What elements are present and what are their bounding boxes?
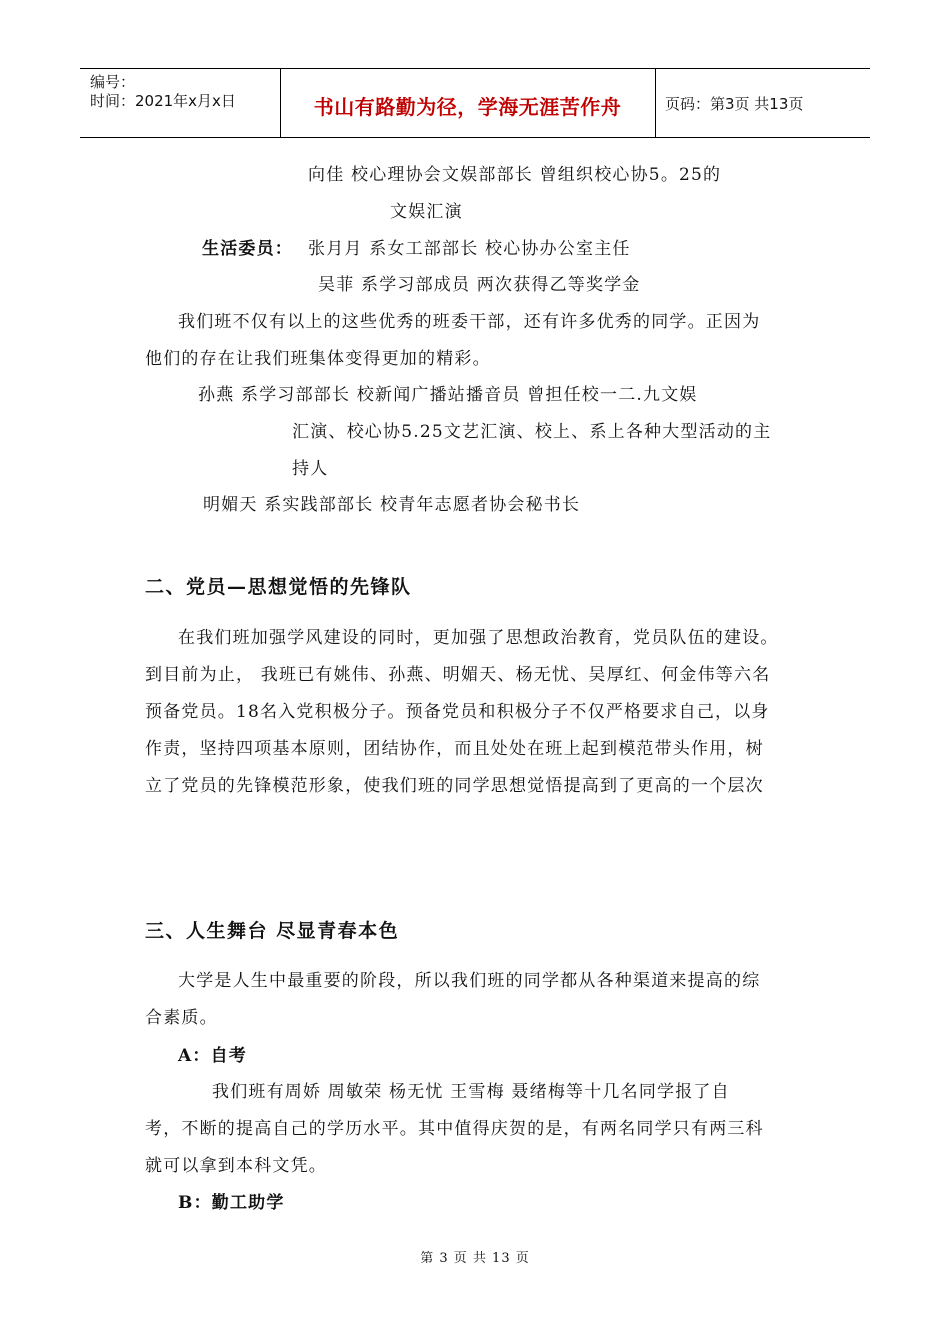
subsection-heading: A：自考 xyxy=(178,1046,247,1066)
section-heading: 二、党员—思想觉悟的先锋队 xyxy=(145,576,412,598)
body-line: 文娱汇演 xyxy=(390,202,463,222)
paragraph-line: 合素质。 xyxy=(145,1008,218,1028)
paragraph-line: 在我们班加强学风建设的同时，更加强了思想政治教育，党员队伍的建设。 xyxy=(178,628,779,648)
body-line: 汇演、校心协5.25文艺汇演、校上、系上各种大型活动的主 xyxy=(292,422,772,442)
paragraph-line: 考，不断的提高自己的学历水平。其中值得庆贺的是，有两名同学只有两三科 xyxy=(145,1119,764,1139)
paragraph-line: 到目前为止， 我班已有姚伟、孙燕、明媚天、杨无忧、吴厚红、何金伟等六名 xyxy=(145,665,771,685)
paragraph-line: 作责，坚持四项基本原则，团结协作，而且处处在班上起到模范带头作用，树 xyxy=(145,739,764,759)
paragraph-line: 就可以拿到本科文凭。 xyxy=(145,1156,327,1176)
doc-date: 时间：2021年x月x日 xyxy=(90,92,236,110)
header-meta xyxy=(90,73,236,111)
header-page-info: 页码：第3页 共13页 xyxy=(665,95,804,113)
body-line: 我们班不仅有以上的这些优秀的班委干部，还有许多优秀的同学。正因为 xyxy=(178,312,761,332)
subsection-heading: B：勤工助学 xyxy=(178,1193,285,1213)
doc-number-label: 编号： xyxy=(90,73,136,91)
body-line: 吴菲 系学习部成员 两次获得乙等奖学金 xyxy=(318,275,641,295)
section-heading: 三、人生舞台 尽显青春本色 xyxy=(145,920,400,942)
role-label: 生活委员： xyxy=(202,239,293,259)
paragraph-line: 大学是人生中最重要的阶段，所以我们班的同学都从各种渠道来提高的综 xyxy=(178,971,761,991)
paragraph-line: 我们班有周娇 周敏荣 杨无忧 王雪梅 聂绪梅等十几名同学报了自 xyxy=(212,1082,730,1102)
body-line: 持人 xyxy=(292,459,329,479)
body-line: 明媚天 系实践部部长 校青年志愿者协会秘书长 xyxy=(203,495,581,515)
header-divider xyxy=(655,69,656,137)
body-line: 向佳 校心理协会文娱部部长 曾组织校心协5。25的 xyxy=(308,165,722,185)
body-line: 孙燕 系学习部部长 校新闻广播站播音员 曾担任校一二.九文娱 xyxy=(198,385,698,405)
page-footer: 第 3 页 共 13 页 xyxy=(420,1251,530,1266)
body-line: 他们的存在让我们班集体变得更加的精彩。 xyxy=(145,349,491,369)
header-table xyxy=(80,68,870,138)
paragraph-line: 立了党员的先锋模范形象，使我们班的同学思想觉悟提高到了更高的一个层次 xyxy=(145,776,764,796)
header-motto: 书山有路勤为径，学海无涯苦作舟 xyxy=(313,95,622,119)
body-line: 张月月 系女工部部长 校心协办公室主任 xyxy=(308,239,631,259)
paragraph-line: 预备党员。18名入党积极分子。预备党员和积极分子不仅严格要求自己，以身 xyxy=(145,702,770,722)
